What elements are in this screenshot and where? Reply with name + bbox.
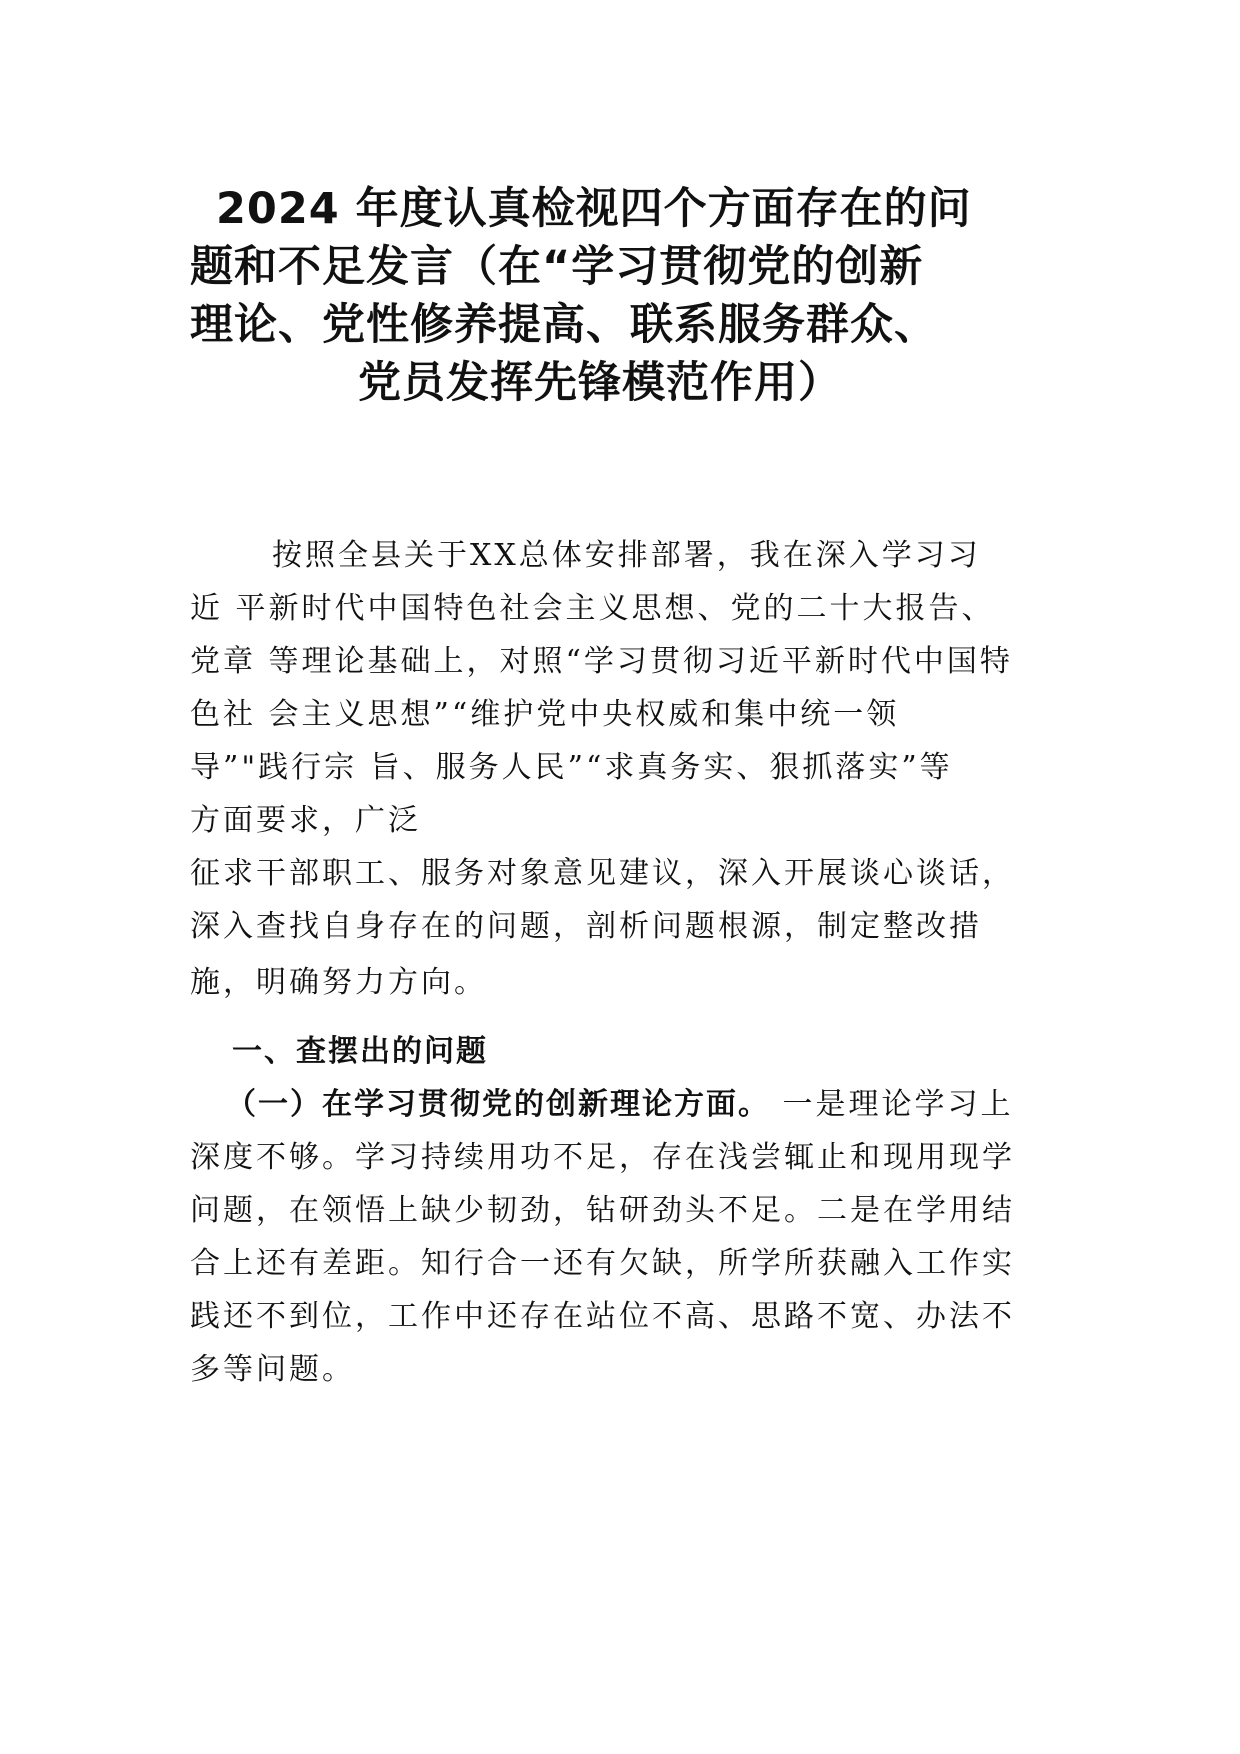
title-line: 2024 年度认真检视四个方面存在的问 — [216, 184, 972, 234]
subsection-first-line: 一是理论学习上 — [770, 1087, 1014, 1122]
paragraph-line: 多等问题。 — [190, 1352, 355, 1387]
paragraph-line: 党章 等理论基础上，对照“学习贯彻习近平新时代中国特 — [190, 644, 1013, 679]
paragraph-line: 践还不到位，工作中还存在站位不高、思路不宽、办法不 — [190, 1299, 1015, 1334]
section-heading: 一、查摆出的问题 — [232, 1034, 488, 1069]
paragraph-line: 征求干部职工、服务对象意见建议，深入开展谈心谈话， — [190, 856, 1015, 891]
paragraph-line: 色社 会主义思想”“维护党中央权威和集中统一领 — [190, 697, 900, 732]
paragraph-line: 方面要求，广泛 — [190, 803, 421, 838]
title-line: 题和不足发言（在“学习贯彻党的创新 — [190, 242, 924, 292]
subsection-heading: （一）在学习贯彻党的创新理论方面。 — [226, 1087, 770, 1122]
document-title — [190, 180, 1050, 412]
paragraph-line — [226, 1079, 1014, 1123]
paragraph-line: 深入查找自身存在的问题，剖析问题根源，制定整改措 — [190, 909, 982, 944]
paragraph-line: 施，明确努力方向。 — [190, 965, 487, 1000]
paragraph-line: 问题，在领悟上缺少韧劲，钻研劲头不足。二是在学用结 — [190, 1193, 1015, 1228]
paragraph-line: 深度不够。学习持续用功不足，存在浅尝辄止和现用现学 — [190, 1140, 1015, 1175]
paragraph-line: 按照全县关于XX总体安排部署，我在深入学习习 — [272, 538, 981, 573]
paragraph-line: 近 平新时代中国特色社会主义思想、党的二十大报告、 — [190, 591, 995, 626]
paragraph-line: 合上还有差距。知行合一还有欠缺，所学所获融入工作实 — [190, 1246, 1015, 1281]
title-line: 党员发挥先锋模范作用） — [358, 358, 842, 408]
title-line: 理论、党性修养提高、联系服务群众、 — [190, 300, 938, 350]
paragraph-line: 导”"践行宗 旨、服务人民”“求真务实、狠抓落实”等 — [190, 750, 953, 785]
